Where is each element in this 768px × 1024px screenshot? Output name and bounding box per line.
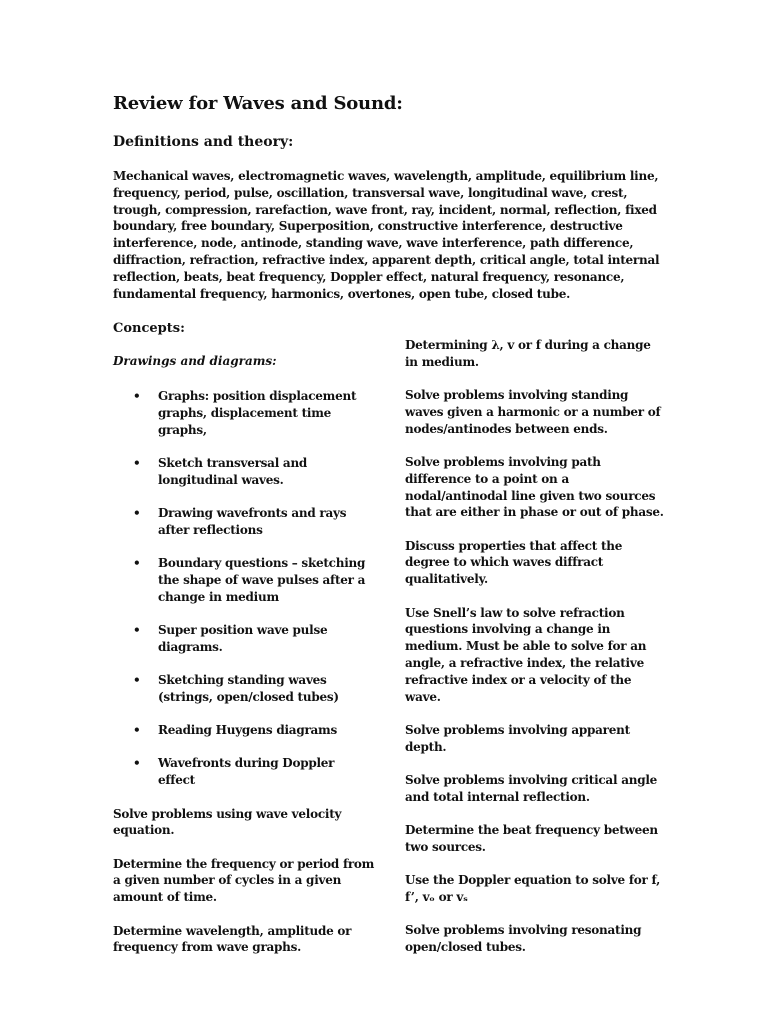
list-item-text: Boundary questions – sketching the shape of wave pulses after a change in medium: [158, 556, 366, 604]
definitions-heading: Definitions and theory:: [113, 134, 294, 150]
concept-paragraph: Use the Doppler equation to solve for f, f’, vₒ or vₛ: [405, 873, 661, 904]
list-item: [113, 755, 375, 789]
concept-paragraph: Determining λ, v or f during a change in medium.: [405, 338, 651, 369]
concept-paragraph: Solve problems involving critical angle and total internal reflection.: [405, 772, 658, 804]
list-item: [113, 622, 375, 656]
list-item-text: Super position wave pulse diagrams.: [158, 622, 328, 654]
concept-paragraph: Solve problems involving resonating open/closed tubes.: [405, 923, 642, 955]
list-item: [113, 505, 375, 539]
bullet-icon: •: [133, 723, 141, 738]
bullet-icon: •: [133, 673, 141, 688]
concept-paragraph: Solve problems involving apparent depth.: [405, 722, 630, 754]
list-item-text: Sketch transversal and longitudinal waves.: [158, 455, 308, 487]
list-item: [113, 555, 375, 605]
concept-paragraph: Solve problems involving path difference to a point on a nodal/antinodal line given two sources that are either in phase or out of phase.: [405, 454, 664, 520]
bullet-icon: •: [133, 389, 141, 403]
list-item-text: Sketching standing waves (strings, open/closed tubes): [158, 673, 339, 704]
list-item-text: Reading Huygens diagrams: [158, 723, 338, 738]
right-column: [405, 337, 667, 972]
concept-paragraph: Discuss properties that affect the degree to which waves diffract qualitatively.: [405, 538, 623, 587]
bullet-icon: •: [133, 556, 141, 571]
concept-paragraph: Determine wavelength, amplitude or frequency from wave graphs.: [113, 923, 352, 955]
list-item: [113, 455, 375, 489]
concept-paragraph: Solve problems involving standing waves given a harmonic or a number of nodes/antinodes between ends.: [405, 388, 661, 436]
concept-paragraph: Determine the frequency or period from a given number of cycles in a given amount of time.: [113, 856, 375, 905]
drawings-list: [113, 388, 375, 789]
list-item: [113, 722, 375, 739]
bullet-icon: •: [133, 756, 141, 771]
left-column: [113, 388, 375, 973]
bullet-icon: •: [133, 505, 141, 520]
list-item: [113, 672, 375, 706]
definitions-terms: Mechanical waves, electromagnetic waves, wavelength, amplitude, equilibrium line, frequency, period, pulse, oscillation, transversal wave, longitudinal wave, crest, trough, compression, rarefaction, wave front, ray, incident, normal, reflection, fixed boundary, free boundary, Superposition, constructive interference, destructive interference, node, antinode, standing wave, wave interference, path difference, diffraction, refraction, refractive index, apparent depth, critical angle, total internal reflection, beats, beat frequency, Doppler effect, natural frequency, resonance, fundamental frequency, harmonics, overtones, open tube, closed tube.: [113, 169, 660, 301]
concepts-heading: Concepts:: [113, 321, 185, 336]
list-item-text: Wavefronts during Doppler effect: [158, 756, 335, 788]
drawings-heading: Drawings and diagrams:: [113, 354, 277, 368]
concept-paragraph: Determine the beat frequency between two sources.: [405, 823, 658, 854]
list-item-text: Drawing wavefronts and rays after reflections: [158, 505, 347, 537]
page-title: Review for Waves and Sound:: [113, 93, 403, 114]
concept-paragraph: Solve problems using wave velocity equation.: [113, 806, 342, 838]
list-item: [113, 388, 375, 438]
bullet-icon: •: [133, 455, 141, 470]
concept-paragraph: Use Snell’s law to solve refraction questions involving a change in medium. Must be able to solve for an angle, a refractive index, the relative refractive index or a velocity of the wave.: [405, 605, 647, 704]
bullet-icon: •: [133, 622, 141, 637]
list-item-text: Graphs: position displacement graphs, displacement time graphs,: [158, 389, 357, 437]
